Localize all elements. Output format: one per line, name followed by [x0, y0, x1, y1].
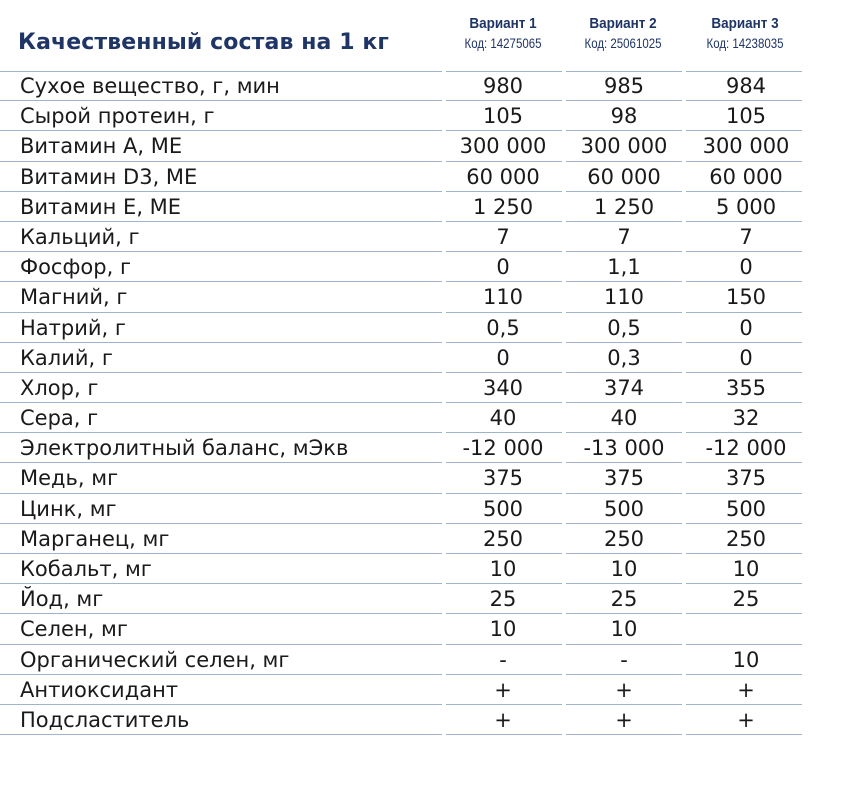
cell-value-v1: 0 [496, 255, 510, 280]
row-label: Сырой протеин, г [20, 104, 215, 129]
cell-value-v2: + [615, 707, 633, 732]
table-row [0, 554, 851, 584]
row-label: Магний, г [20, 285, 128, 310]
cell-value-v2: 98 [610, 104, 638, 129]
cell-value-v1: 375 [482, 466, 524, 491]
table-row [0, 101, 851, 131]
column-name: Вариант 1 [469, 15, 537, 32]
row-label: Калий, г [20, 345, 113, 370]
cell-value-v1: 0,5 [486, 315, 520, 340]
column-name: Вариант 3 [711, 15, 779, 32]
table-row [0, 403, 851, 433]
row-rule [0, 734, 442, 735]
cell-value-v3: 0 [739, 315, 753, 340]
cell-value-v2: 374 [603, 375, 645, 400]
cell-value-v1: 500 [482, 496, 524, 521]
row-label: Сухое вещество, г, мин [20, 74, 280, 98]
cell-value-v1: 1 250 [472, 194, 534, 219]
row-label: Органический селен, мг [20, 647, 290, 672]
cell-value-v2: -13 000 [583, 436, 665, 461]
cell-value-v1: 40 [489, 406, 517, 431]
cell-value-v3: 10 [732, 557, 760, 581]
row-label: Электролитный баланс, мЭкв [20, 436, 349, 461]
cell-value-v3: + [737, 707, 755, 732]
table-row [0, 645, 851, 675]
row-label: Кобальт, мг [20, 557, 152, 581]
table-row [0, 131, 851, 161]
table-row [0, 282, 851, 312]
cell-value-v2: 10 [610, 557, 638, 581]
cell-value-v2: 7 [617, 224, 631, 249]
cell-value-v1: 0 [496, 345, 510, 370]
table-row [0, 192, 851, 222]
column-code: Код: 14275065 [464, 35, 542, 51]
row-label: Витамин А, МЕ [20, 134, 183, 159]
cell-value-v3: 5 000 [715, 194, 777, 219]
cell-value-v1: 10 [489, 617, 517, 642]
row-label: Фосфор, г [20, 255, 131, 280]
table-row [0, 433, 851, 463]
cell-value-v3: 105 [725, 104, 767, 129]
cell-value-v1: 340 [482, 375, 524, 400]
composition-table [0, 71, 851, 735]
cell-value-v3: 7 [739, 224, 753, 249]
column-header-variant-3 [686, 14, 804, 53]
row-rule [686, 734, 802, 735]
cell-value-v2: 40 [610, 406, 638, 431]
cell-value-v3: 0 [739, 345, 753, 370]
cell-value-v1: 7 [496, 224, 510, 249]
cell-value-v1: 250 [482, 526, 524, 551]
cell-value-v2: - [620, 647, 628, 672]
row-rule [446, 734, 562, 735]
row-label: Йод, мг [20, 587, 104, 612]
cell-value-v1: 105 [482, 104, 524, 129]
cell-value-v2: 250 [603, 526, 645, 551]
table-row [0, 614, 851, 644]
cell-value-v3: 60 000 [709, 164, 783, 189]
cell-value-v3: -12 000 [705, 436, 787, 461]
cell-value-v3: 0 [739, 255, 753, 280]
table-row [0, 313, 851, 343]
column-header-variant-1 [444, 14, 562, 53]
cell-value-v2: 60 000 [587, 164, 661, 189]
cell-value-v2: 985 [603, 74, 645, 98]
column-code: Код: 14238035 [706, 35, 784, 51]
cell-value-v2: 10 [610, 617, 638, 642]
cell-value-v2: 0,5 [607, 315, 641, 340]
cell-value-v1: + [494, 707, 512, 732]
row-label: Подсластитель [20, 707, 190, 732]
table-row [0, 494, 851, 524]
row-label: Витамин D3, МЕ [20, 164, 198, 189]
cell-value-v2: 300 000 [580, 134, 668, 159]
cell-value-v1: 10 [489, 557, 517, 581]
cell-value-v2: 25 [610, 587, 638, 612]
table-row [0, 222, 851, 252]
cell-value-v2: 375 [603, 466, 645, 491]
column-name: Вариант 2 [589, 15, 657, 32]
table-row [0, 71, 851, 101]
row-label: Марганец, мг [20, 526, 170, 551]
table-row [0, 252, 851, 282]
row-label: Хлор, г [20, 375, 99, 400]
table-row [0, 463, 851, 493]
cell-value-v2: 1 250 [593, 194, 655, 219]
cell-value-v1: -12 000 [462, 436, 544, 461]
cell-value-v1: 60 000 [466, 164, 540, 189]
table-title: Качественный состав на 1 кг [18, 30, 390, 55]
cell-value-v1: 300 000 [459, 134, 547, 159]
row-label: Селен, мг [20, 617, 128, 642]
cell-value-v3: 10 [732, 647, 760, 672]
table-row [0, 373, 851, 403]
row-label: Кальций, г [20, 224, 140, 249]
cell-value-v2: 500 [603, 496, 645, 521]
cell-value-v3: + [737, 677, 755, 702]
cell-value-v2: + [615, 677, 633, 702]
column-header-variant-2 [564, 14, 682, 53]
cell-value-v2: 110 [603, 285, 645, 310]
cell-value-v3: 984 [725, 74, 767, 98]
cell-value-v1: - [499, 647, 507, 672]
row-label: Витамин Е, МЕ [20, 194, 182, 219]
table-row [0, 524, 851, 554]
row-label: Натрий, г [20, 315, 126, 340]
table-row [0, 343, 851, 373]
row-rule [566, 734, 682, 735]
cell-value-v3: 500 [725, 496, 767, 521]
table-row [0, 675, 851, 705]
cell-value-v1: 980 [482, 74, 524, 98]
cell-value-v3: 300 000 [702, 134, 790, 159]
cell-value-v3: 32 [732, 406, 760, 431]
cell-value-v2: 0,3 [607, 345, 641, 370]
cell-value-v3: 355 [725, 375, 767, 400]
column-code: Код: 25061025 [584, 35, 662, 51]
cell-value-v1: + [494, 677, 512, 702]
cell-value-v3: 375 [725, 466, 767, 491]
row-label: Медь, мг [20, 466, 119, 491]
row-label: Сера, г [20, 406, 99, 431]
row-label: Цинк, мг [20, 496, 117, 521]
cell-value-v1: 110 [482, 285, 524, 310]
table-row [0, 162, 851, 192]
cell-value-v3: 150 [725, 285, 767, 310]
cell-value-v1: 25 [489, 587, 517, 612]
table-row [0, 584, 851, 614]
row-label: Антиоксидант [20, 677, 179, 702]
cell-value-v3: 250 [725, 526, 767, 551]
table-row [0, 705, 851, 735]
cell-value-v3: 25 [732, 587, 760, 612]
cell-value-v2: 1,1 [607, 255, 641, 280]
